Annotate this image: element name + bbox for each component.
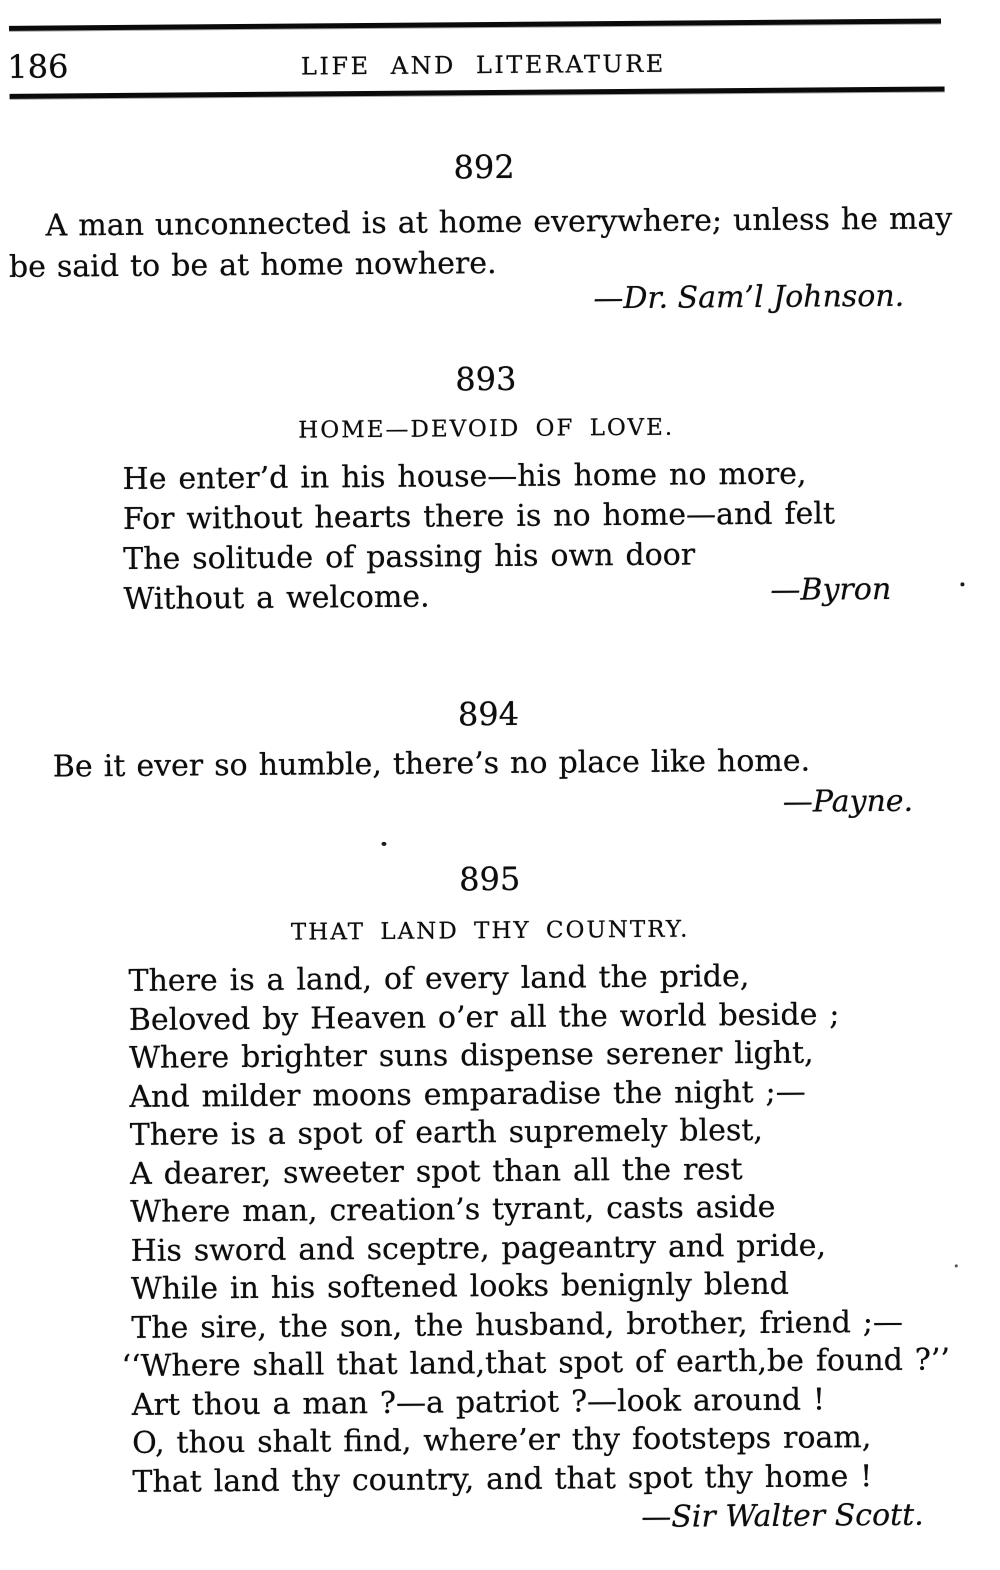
verse-line: The sire, the son, the husband, brother, friend ;— [131,1304,904,1346]
entry-number-895: 895 [459,859,521,899]
page-number: 186 [7,47,69,86]
verse-line: Where man, creation’s tyrant, casts aside [130,1189,776,1230]
verse-895 [121,956,951,1501]
ink-speck [955,1264,958,1267]
verse-line: There is a spot of earth supremely blest, [129,1112,764,1153]
attribution-895: —Sir Walter Scott. [641,1497,924,1535]
verse-line: Where brighter suns dispense serener light, [128,1035,814,1076]
verse-893 [122,454,835,620]
attribution-894: —Payne. [782,783,914,820]
verse-line: Beloved by Heaven o’er all the world beside ; [128,996,840,1038]
entry-title-895: THAT LAND THY COUNTRY. [290,916,690,946]
attribution-893: —Byron [770,571,892,608]
entry-title-893: HOME—DEVOID OF LOVE. [298,414,675,444]
verse-line: Without a welcome. [123,579,430,617]
verse-line: ‘‘Where shall that land,that spot of earth,be found ?’’ [121,1342,951,1384]
entry-number-892: 892 [453,147,515,187]
entry-number-893: 893 [455,359,517,399]
verse-line: And milder moons emparadise the night ;— [129,1074,806,1115]
verse-line: There is a land, of every land the pride, [128,959,750,999]
verse-line: For without hearts there is no home—and felt [122,496,836,537]
attribution-892: —Dr. Sam’l Johnson. [593,278,905,317]
verse-line: He enter’d in his house—his home no more, [122,456,807,497]
verse-line: While in his softened looks benignly blend [130,1266,789,1307]
verse-line: His sword and sceptre, pageantry and pride, [130,1227,827,1269]
header-rule-bottom [10,86,945,98]
verse-line: Art thou a man ?—a patriot ?—look around ! [131,1381,826,1423]
prose-line: Be it ever so humble, there’s no place like home. [52,743,811,785]
verse-line: O, thou shalt find, where’er thy footsteps roam, [132,1420,872,1461]
entry-number-894: 894 [457,694,520,734]
verse-line: The solitude of passing his own door [123,537,696,577]
ink-speck [381,842,386,846]
prose-line: A man unconnected is at home everywhere; unless he may [45,201,953,244]
prose-line: be said to be at home nowhere. [8,246,497,285]
verse-line: That land thy country, and that spot thy home ! [132,1458,873,1500]
verse-line: A dearer, sweeter spot than all the rest [129,1151,743,1192]
ink-speck [960,582,964,586]
header-rule-top [9,19,941,31]
running-title: LIFE AND LITERATURE [300,49,666,81]
